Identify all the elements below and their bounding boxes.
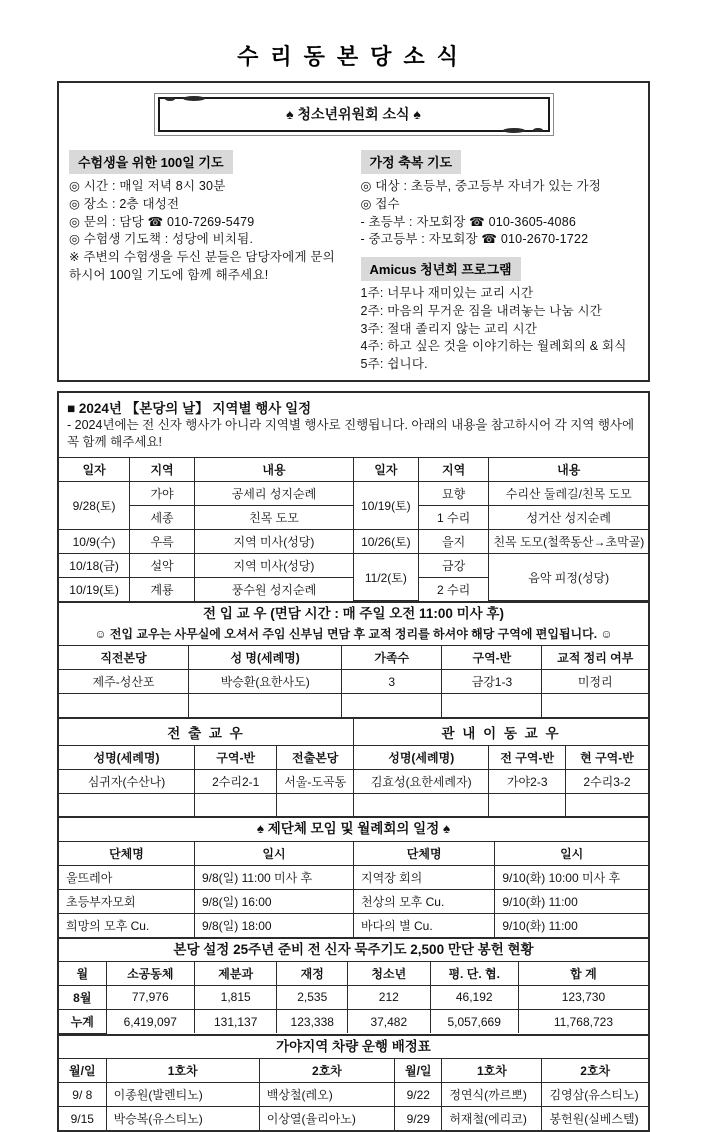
table-cell: 정연식(까르뽀) bbox=[442, 1083, 542, 1107]
empty-cell bbox=[542, 694, 648, 717]
empty-cell bbox=[194, 793, 276, 816]
table-cell: 10/26(토) bbox=[353, 529, 418, 553]
column-header: 1호차 bbox=[106, 1059, 259, 1083]
empty-cell bbox=[566, 793, 648, 816]
column-header: 성명(세례명) bbox=[59, 745, 194, 769]
table-cell: 김효성(요한세례자) bbox=[353, 769, 488, 793]
ink-smudge-icon bbox=[165, 97, 175, 101]
table-cell: 9/8(일) 11:00 미사 후 bbox=[194, 865, 353, 889]
table-cell: 2,535 bbox=[277, 985, 348, 1009]
column-header: 소공동체 bbox=[106, 961, 194, 985]
table-cell: 계룡 bbox=[130, 577, 195, 601]
page-title: 수리동본당소식 bbox=[237, 44, 470, 69]
ink-smudge-icon bbox=[183, 96, 205, 101]
family-blessing-line: ◎ 접수 bbox=[360, 196, 400, 211]
table-cell: 37,482 bbox=[348, 1009, 430, 1033]
table-cell: 2수리2-1 bbox=[194, 769, 276, 793]
column-header: 일시 bbox=[194, 841, 353, 865]
table-cell: 6,419,097 bbox=[106, 1009, 194, 1033]
transfer-out-title: 전 출 교 우 bbox=[59, 719, 353, 746]
youth-committee-title: ♠ 청소년위원회 소식 ♠ bbox=[158, 97, 550, 132]
amicus-line: 2주: 마음의 무거운 짐을 내려놓는 나눔 시간 bbox=[360, 303, 603, 318]
empty-cell bbox=[342, 694, 442, 717]
meetings-table bbox=[59, 841, 648, 937]
empty-cell bbox=[353, 793, 488, 816]
transfer-in-title: 전 입 교 우 (면담 시간 : 매 주일 오전 11:00 미사 후) bbox=[203, 606, 504, 622]
family-blessing-heading: 가정 축복 기도 bbox=[361, 150, 462, 174]
table-cell: 우륵 bbox=[130, 529, 195, 553]
column-header: 합 계 bbox=[518, 961, 648, 985]
table-cell: 백상철(레오) bbox=[259, 1083, 394, 1107]
column-header: 교적 정리 여부 bbox=[542, 646, 648, 670]
exam-prayer-line: ◎ 문의 : 담당 ☎ 010-7269-5479 bbox=[69, 214, 255, 229]
table-cell: 박승복(유스티노) bbox=[106, 1107, 259, 1131]
column-header: 내용 bbox=[194, 457, 353, 481]
family-blessing-line: - 중고등부 : 자모회장 ☎ 010-2670-1722 bbox=[360, 232, 589, 247]
table-cell: 봉헌원(실베스텔) bbox=[542, 1107, 648, 1131]
table-cell: 묘향 bbox=[418, 481, 489, 505]
table-cell: 10/9(수) bbox=[59, 529, 130, 553]
table-cell: 9/8(일) 18:00 bbox=[194, 913, 353, 937]
table-cell: 친목 도모(철쭉동산→초막골) bbox=[489, 529, 648, 553]
column-header: 재정 bbox=[277, 961, 348, 985]
empty-cell bbox=[59, 793, 194, 816]
column-header: 현 구역-반 bbox=[566, 745, 648, 769]
regional-events-table bbox=[59, 457, 648, 602]
ink-smudge-icon bbox=[503, 128, 525, 133]
exam-prayer-column bbox=[69, 148, 347, 374]
column-header: 직전본당 bbox=[59, 646, 189, 670]
exam-prayer-line: ◎ 수험생 기도책 : 성당에 비치됨. bbox=[69, 232, 254, 247]
family-blessing-line: - 초등부 : 자모회장 ☎ 010-3605-4086 bbox=[360, 214, 576, 229]
family-blessing-line: ◎ 대상 : 초등부, 중고등부 자녀가 있는 가정 bbox=[360, 179, 602, 193]
table-cell: 음악 피정(성당) bbox=[489, 553, 648, 601]
amicus-line: 1주: 너무나 재미있는 교리 시간 bbox=[360, 286, 534, 300]
table-cell: 9/29 bbox=[395, 1107, 442, 1131]
table-cell: 풍수원 성지순례 bbox=[194, 577, 353, 601]
meetings-section bbox=[57, 816, 650, 938]
exam-prayer-line: ◎ 시간 : 매일 저녁 8시 30분 bbox=[69, 179, 226, 193]
amicus-line: 4주: 하고 싶은 것을 이야기하는 월례회의 & 회식 bbox=[360, 339, 627, 354]
table-cell: 천상의 모후 Cu. bbox=[353, 889, 494, 913]
table-cell: 울뜨레아 bbox=[59, 865, 194, 889]
table-cell: 금강 bbox=[418, 553, 489, 577]
table-cell: 가야 bbox=[130, 481, 195, 505]
table-cell: 212 bbox=[348, 985, 430, 1009]
table-cell: 지역장 회의 bbox=[353, 865, 494, 889]
column-header: 내용 bbox=[489, 457, 648, 481]
column-header: 평. 단. 협. bbox=[430, 961, 518, 985]
regional-events-section bbox=[57, 391, 650, 604]
table-cell: 설악 bbox=[130, 553, 195, 577]
table-cell: 5,057,669 bbox=[430, 1009, 518, 1033]
rosary-title: 본당 설정 25주년 준비 전 신자 묵주기도 2,500 만단 봉헌 현황 bbox=[173, 941, 534, 957]
column-header: 일자 bbox=[59, 457, 130, 481]
table-cell: 수리산 둘레길/친목 도모 bbox=[489, 481, 648, 505]
column-header: 2호차 bbox=[542, 1059, 648, 1083]
meetings-title: ♠ 제단체 모임 및 월례회의 일정 ♠ bbox=[256, 821, 451, 837]
column-header: 단체명 bbox=[353, 841, 494, 865]
table-cell: 미정리 bbox=[542, 670, 648, 694]
table-cell: 9/28(토) bbox=[59, 481, 130, 529]
table-cell: 바다의 별 Cu. bbox=[353, 913, 494, 937]
column-header: 일자 bbox=[353, 457, 418, 481]
regional-events-title: ■ 2024년 【본당의 날】 지역별 행사 일정 bbox=[67, 400, 312, 416]
column-header: 월/일 bbox=[395, 1059, 442, 1083]
empty-cell bbox=[442, 694, 542, 717]
table-cell: 1 수리 bbox=[418, 505, 489, 529]
exam-prayer-line: ◎ 장소 : 2층 대성전 bbox=[69, 196, 180, 211]
table-cell: 금강1-3 bbox=[442, 670, 542, 694]
table-cell: 성거산 성지순례 bbox=[489, 505, 648, 529]
table-cell: 10/18(금) bbox=[59, 553, 130, 577]
table-cell: 2 수리 bbox=[418, 577, 489, 601]
table-cell: 심귀자(수산나) bbox=[59, 769, 194, 793]
table-cell: 11,768,723 bbox=[518, 1009, 648, 1033]
vehicle-table bbox=[59, 1058, 648, 1130]
table-cell: 77,976 bbox=[106, 985, 194, 1009]
internal-move-title: 관 내 이 동 교 우 bbox=[353, 719, 648, 746]
table-cell: 3 bbox=[342, 670, 442, 694]
table-cell: 9/8(일) 16:00 bbox=[194, 889, 353, 913]
vehicle-title: 가야지역 차량 운행 배정표 bbox=[276, 1038, 431, 1054]
table-cell: 123,730 bbox=[518, 985, 648, 1009]
table-cell: 11/2(토) bbox=[353, 553, 418, 601]
column-header: 가족수 bbox=[342, 646, 442, 670]
family-amicus-column bbox=[361, 148, 639, 374]
table-cell: 9/10(화) 11:00 bbox=[495, 889, 648, 913]
column-header: 전출본당 bbox=[277, 745, 354, 769]
table-cell: 지역 미사(성당) bbox=[194, 553, 353, 577]
table-cell: 박승환(요한사도) bbox=[189, 670, 342, 694]
rosary-section bbox=[57, 937, 650, 1036]
table-cell: 이종원(발렌티노) bbox=[106, 1083, 259, 1107]
transfer-in-section bbox=[57, 601, 650, 719]
table-cell: 허재철(에리코) bbox=[442, 1107, 542, 1131]
table-cell: 46,192 bbox=[430, 985, 518, 1009]
column-header: 1호차 bbox=[442, 1059, 542, 1083]
column-header: 지역 bbox=[130, 457, 195, 481]
vehicle-section bbox=[57, 1034, 650, 1132]
table-cell: 지역 미사(성당) bbox=[194, 529, 353, 553]
table-cell: 서울-도곡동 bbox=[277, 769, 354, 793]
amicus-heading: Amicus 청년회 프로그램 bbox=[361, 257, 521, 281]
table-cell: 9/10(화) 10:00 미사 후 bbox=[495, 865, 648, 889]
amicus-line: 5주: 쉽니다. bbox=[360, 357, 428, 371]
transfer-in-table bbox=[59, 645, 648, 717]
column-header: 구역-반 bbox=[442, 646, 542, 670]
column-header: 일시 bbox=[495, 841, 648, 865]
transfer-move-table bbox=[59, 719, 648, 817]
table-cell: 김영삼(유스티노) bbox=[542, 1083, 648, 1107]
column-header: 월 bbox=[59, 961, 106, 985]
row-header: 누계 bbox=[59, 1009, 106, 1033]
row-header: 8월 bbox=[59, 985, 106, 1009]
empty-cell bbox=[277, 793, 354, 816]
table-cell: 10/19(토) bbox=[59, 577, 130, 601]
empty-cell bbox=[59, 694, 189, 717]
table-cell: 1,815 bbox=[194, 985, 276, 1009]
table-cell: 을지 bbox=[418, 529, 489, 553]
youth-committee-section bbox=[57, 81, 650, 382]
column-header: 구역-반 bbox=[194, 745, 276, 769]
column-header: 성 명(세례명) bbox=[189, 646, 342, 670]
ink-smudge-icon bbox=[533, 128, 543, 132]
column-header: 단체명 bbox=[59, 841, 194, 865]
table-cell: 10/19(토) bbox=[353, 481, 418, 529]
column-header: 전 구역-반 bbox=[489, 745, 566, 769]
column-header: 성명(세례명) bbox=[353, 745, 488, 769]
exam-prayer-heading: 수험생을 위한 100일 기도 bbox=[69, 150, 233, 174]
table-cell: 희망의 모후 Cu. bbox=[59, 913, 194, 937]
amicus-line: 3주: 절대 졸리지 않는 교리 시간 bbox=[360, 321, 537, 336]
table-cell: 가야2-3 bbox=[489, 769, 566, 793]
table-cell: 9/15 bbox=[59, 1107, 106, 1131]
column-header: 청소년 bbox=[348, 961, 430, 985]
table-cell: 공세리 성지순례 bbox=[194, 481, 353, 505]
column-header: 월/일 bbox=[59, 1059, 106, 1083]
rosary-table bbox=[59, 961, 648, 1034]
youth-committee-title-box bbox=[154, 93, 554, 136]
transfer-in-note: ☺ 전입 교우는 사무실에 오셔서 주임 신부님 면담 후 교적 정리를 하셔야 해당 구역에 편입됩니다. ☺ bbox=[94, 627, 613, 642]
column-header: 제분과 bbox=[194, 961, 276, 985]
table-cell: 세종 bbox=[130, 505, 195, 529]
exam-prayer-line: ※ 주변의 수험생을 두신 분들은 담당자에게 문의하시어 100일 기도에 함께 해주세요! bbox=[69, 250, 335, 282]
transfer-move-section bbox=[57, 717, 650, 819]
table-cell: 9/10(화) 11:00 bbox=[495, 913, 648, 937]
empty-cell bbox=[189, 694, 342, 717]
table-cell: 9/22 bbox=[395, 1083, 442, 1107]
column-header: 2호차 bbox=[259, 1059, 394, 1083]
table-cell: 123,338 bbox=[277, 1009, 348, 1033]
column-header: 지역 bbox=[418, 457, 489, 481]
table-cell: 2수리3-2 bbox=[566, 769, 648, 793]
table-cell: 9/ 8 bbox=[59, 1083, 106, 1107]
regional-events-desc: - 2024년에는 전 신자 행사가 아니라 지역별 행사로 진행됩니다. 아래의 내용을 참고하시어 각 지역 행사에 꼭 함께 해주세요! bbox=[67, 417, 635, 450]
empty-cell bbox=[489, 793, 566, 816]
table-cell: 이상열(율리아노) bbox=[259, 1107, 394, 1131]
table-cell: 131,137 bbox=[194, 1009, 276, 1033]
table-cell: 친목 도모 bbox=[194, 505, 353, 529]
table-cell: 초등부자모회 bbox=[59, 889, 194, 913]
table-cell: 제주-성산포 bbox=[59, 670, 189, 694]
